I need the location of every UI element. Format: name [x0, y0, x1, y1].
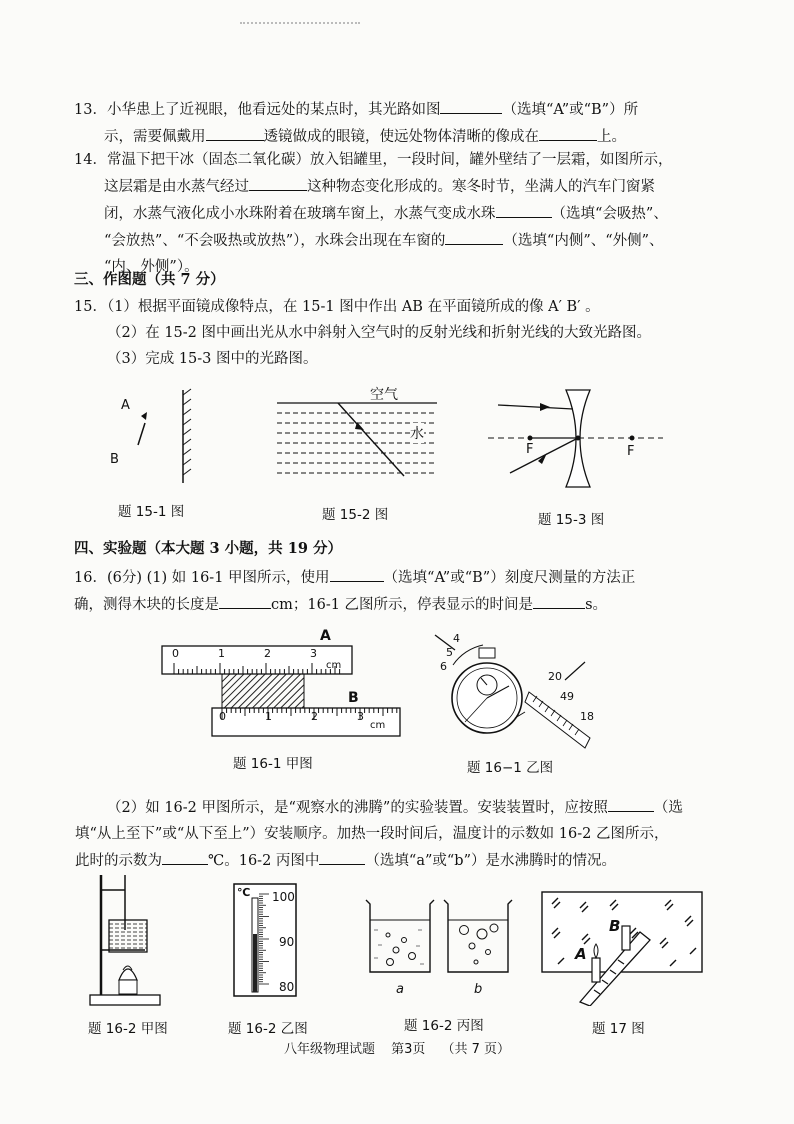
footer-page-number: 第3页 [391, 1042, 426, 1057]
question-15 [74, 294, 600, 320]
ruler-b-tick-label: 0 [219, 710, 226, 723]
thermometer-tick-label: 80 [279, 980, 295, 994]
answer-blank[interactable] [319, 847, 365, 865]
ruler-a-tick-label: 3 [310, 647, 317, 660]
q16-text: cm；16-1 乙图所示，停表显示的时间是 [271, 597, 534, 613]
beaker-b-label: b [474, 982, 483, 997]
q16-text: 此时的示数为 [75, 853, 162, 869]
answer-blank[interactable] [219, 591, 271, 609]
q14-text: 14．常温下把干冰（固态二氧化碳）放入铝罐里，一段时间，罐外壁结了一层霜，如图所示， [74, 152, 673, 168]
ruler-a-unit: cm [326, 660, 342, 671]
stopwatch-dial-number: 49 [560, 690, 574, 703]
q15-text: （3）完成 15-3 图中的光路图。 [107, 351, 318, 367]
question-16-part-2 [74, 794, 683, 874]
figure-caption: 题 15-2 图 [322, 507, 389, 523]
ruler-b-unit: cm [370, 720, 386, 731]
q15-text: （2）在 15-2 图中画出光从水中斜射入空气时的反射光线和折射光线的大致光路图。 [107, 325, 652, 341]
question-13 [74, 96, 638, 150]
figure-caption: 题 15-1 图 [118, 504, 185, 520]
stopwatch-dial-number: 6 [440, 660, 447, 673]
q14-text: “内、外侧”）。 [104, 259, 199, 275]
ruler-a-tick-label: 0 [172, 647, 179, 660]
footer-total-pages: （共 7 页） [441, 1042, 511, 1057]
figure-caption: 题 16-2 甲图 [88, 1021, 168, 1037]
answer-blank[interactable] [440, 96, 502, 114]
section-heading: 三、作图题（共 7 分） [74, 271, 225, 288]
question-14 [74, 147, 672, 280]
q13-text: 示，需要佩戴用 [104, 129, 206, 145]
q14-text: 闭，水蒸气液化成小水珠附着在玻璃车窗上，水蒸气变成水珠 [104, 206, 496, 222]
question-16 [74, 564, 635, 618]
q16-text: 填“从上至下”或“从下至上”）安装顺序。加热一段时间后，温度计的示数如 16-2 乙图所示， [75, 826, 669, 842]
footer-title: 八年级物理试题 [283, 1042, 375, 1057]
figure-caption: 题 16-2 丙图 [404, 1018, 484, 1034]
figure-15-3[interactable] [488, 385, 663, 495]
thermometer-tick-label: 90 [279, 935, 295, 949]
answer-blank[interactable] [162, 847, 208, 865]
answer-blank[interactable] [608, 794, 654, 812]
focus-f-left-label: F [526, 442, 534, 457]
answer-blank[interactable] [330, 564, 384, 582]
beaker-a-label: a [396, 982, 404, 997]
answer-blank[interactable] [206, 123, 264, 141]
q16-text: （选填“a”或“b”）是水沸腾时的情况。 [365, 853, 616, 869]
q14-text: “会放热”、“不会吸热或放热”），水珠会出现在车窗的 [104, 233, 446, 249]
answer-blank[interactable] [445, 227, 503, 245]
q14-text: 这种物态变化形成的。寒冬时节，坐满人的汽车门窗紧 [307, 179, 655, 195]
q16-text: ℃。16-2 丙图中 [208, 853, 320, 869]
figure-17[interactable] [540, 888, 705, 1006]
thermometer-unit: ℃ [237, 886, 251, 899]
q13-text: 透镜做成的眼镜，使远处物体清晰的像成在 [263, 129, 539, 145]
ruler-b-tick-label: 2 [311, 710, 318, 723]
ruler-a-tick-label: 1 [218, 647, 225, 660]
ruler-a-tick-label: 2 [264, 647, 271, 660]
answer-blank[interactable] [249, 173, 307, 191]
answer-blank[interactable] [496, 200, 552, 218]
ruler-b-label: B [348, 690, 359, 706]
figure-16-2-c[interactable] [360, 890, 520, 980]
stopwatch-dial-number: 18 [580, 710, 594, 723]
q16-text: s。 [585, 597, 608, 613]
q16-text: 16．(6分) (1) 如 16-1 甲图所示，使用 [74, 570, 330, 586]
q15-text: 15．（1）根据平面镜成像特点，在 15-1 图中作出 AB 在平面镜所成的像 A′ B′ 。 [74, 299, 600, 315]
figure-16-1-a[interactable] [160, 630, 405, 740]
top-scan-mark [240, 22, 360, 30]
air-label: 空气 [370, 387, 398, 403]
figure-caption: 题 15-3 图 [538, 512, 605, 528]
section-heading: 四、实验题（本大题 3 小题，共 19 分） [74, 540, 342, 557]
figure-caption: 题 16-2 乙图 [228, 1021, 308, 1037]
q13-text: （选填“A”或“B”）所 [502, 102, 639, 118]
stopwatch-dial-number: 4 [453, 632, 460, 645]
candle-b-label: B [609, 917, 621, 935]
ruler-b-tick-label: 1 [265, 710, 272, 723]
ruler-b-tick-label: 3 [357, 710, 364, 723]
candle-a-label: A [575, 945, 587, 963]
q14-text: （选填“内侧”、“外侧”、 [503, 233, 664, 249]
q13-text: 13．小华患上了近视眼，他看远处的某点时，其光路如图 [74, 102, 441, 118]
figure-16-2-a[interactable] [85, 870, 165, 1010]
figure-caption: 题 16-1 甲图 [233, 756, 313, 772]
water-label: 水 [410, 423, 424, 443]
ruler-a-label: A [320, 628, 331, 644]
point-a-label: A [121, 398, 130, 413]
figure-caption: 题 16−1 乙图 [467, 760, 554, 776]
figure-caption: 题 17 图 [592, 1021, 645, 1037]
answer-blank[interactable] [533, 591, 585, 609]
stopwatch-dial-number: 5 [446, 646, 453, 659]
thermometer-tick-label: 100 [272, 890, 295, 904]
q16-text: （选填“A”或“B”）刻度尺测量的方法正 [383, 570, 636, 586]
q16-text: （选 [653, 800, 683, 816]
q14-text: （选填“会吸热”、 [551, 206, 668, 222]
q16-text: （2）如 16-2 甲图所示，是“观察水的沸腾”的实验装置。安装装置时，应按照 [107, 800, 608, 816]
point-b-label: B [110, 452, 119, 467]
answer-blank[interactable] [539, 123, 597, 141]
q16-text: 确，测得木块的长度是 [74, 597, 219, 613]
focus-f-right-label: F [627, 444, 635, 459]
q13-text: 上。 [597, 129, 626, 145]
page-footer [0, 1038, 794, 1057]
q14-text: 这层霜是由水蒸气经过 [104, 179, 249, 195]
stopwatch-dial-number: 20 [548, 670, 562, 683]
